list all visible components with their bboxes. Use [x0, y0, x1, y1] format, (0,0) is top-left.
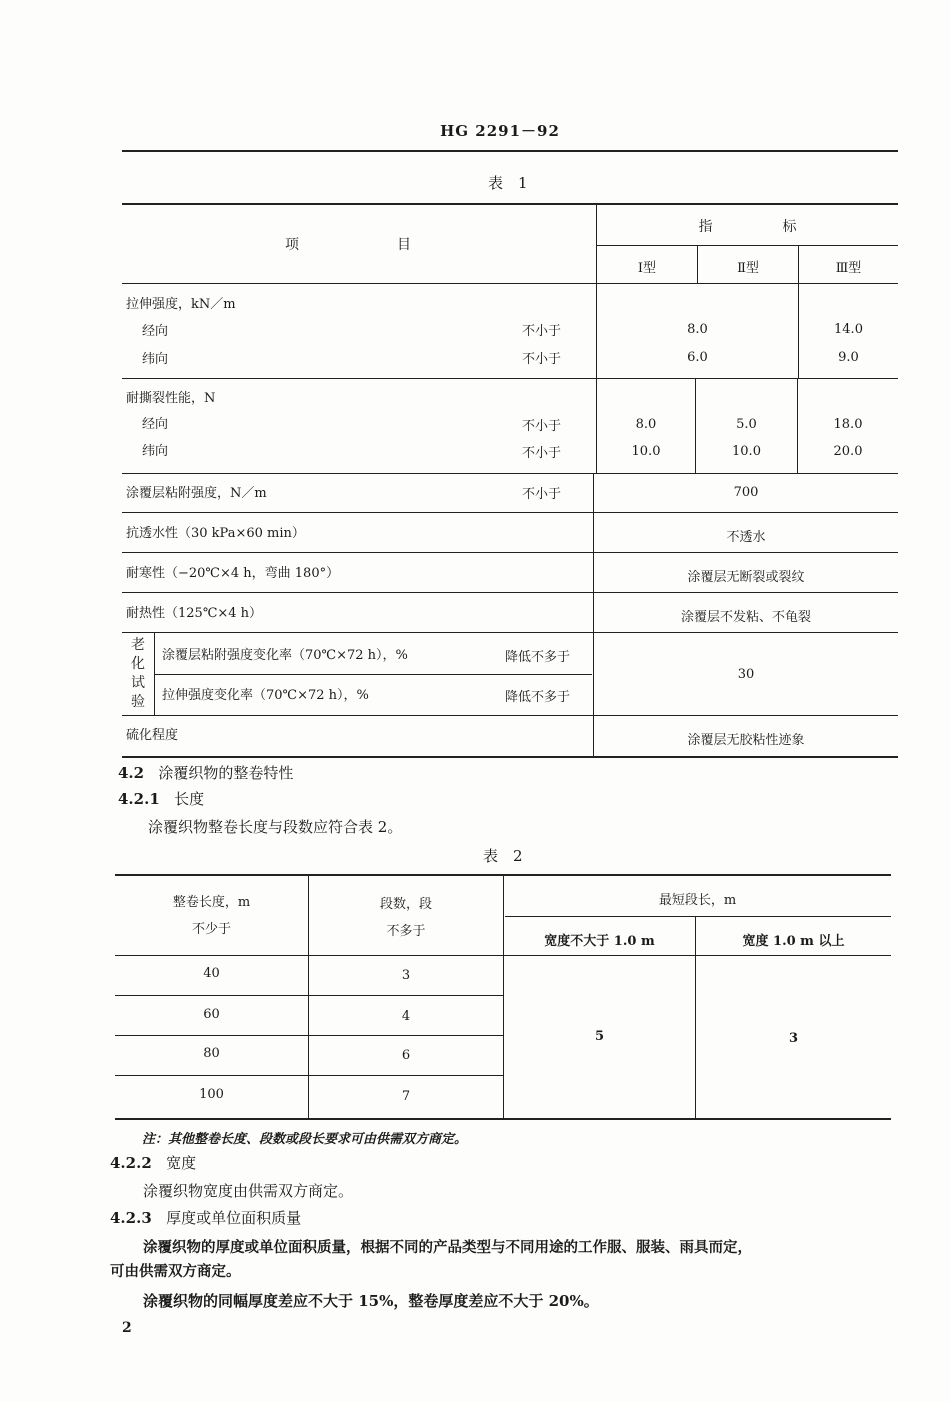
t1-tensile-weft-12: 6.0 — [687, 350, 708, 365]
t1-tensile-warp-req: 不小于 — [522, 324, 562, 339]
section-4-2-2-text: 涂覆织物宽度由供需双方商定。 — [143, 1182, 354, 1200]
t1-adhesion-label: 涂覆层粘附强度，N／m — [126, 486, 267, 501]
t1-tensile-weft: 纬向 — [142, 352, 169, 367]
section-4-2-2-num: 4.2.2 — [110, 1154, 152, 1172]
section-4-2-title: 涂覆织物的整卷特性 — [158, 764, 294, 782]
t2-h-segments: 段数，段 — [379, 897, 432, 912]
t1-tear-warp-3: 18.0 — [833, 417, 863, 432]
t1-cold-value: 涂覆层无断裂或裂纹 — [687, 570, 805, 585]
section-4-2-1-num: 4.2.1 — [118, 790, 160, 808]
t2-row1-length: 40 — [203, 966, 220, 981]
section-4-2-3-num: 4.2.3 — [110, 1209, 152, 1227]
t2-min-width1: 5 — [594, 1029, 605, 1044]
table1-caption: 表 1 — [488, 174, 528, 192]
section-4-2-3-text1a: 涂覆织物的厚度或单位面积质量，根据不同的产品类型与不同用途的工作服、服装、雨具而定， — [143, 1239, 752, 1256]
t2-h-min: 最短段长，m — [658, 893, 737, 908]
t2-min-width2: 3 — [788, 1031, 799, 1046]
t1-heat-label: 耐热性（125℃×4 h） — [126, 606, 263, 621]
t2-h-length-sub: 不少于 — [191, 922, 231, 937]
document-code: HG 2291－92 — [440, 122, 560, 140]
t1-type-1: Ⅰ型 — [637, 261, 657, 276]
section-4-2-1-title: 长度 — [174, 790, 205, 808]
t2-row4-length: 100 — [199, 1087, 224, 1102]
t2-row3-segments: 6 — [401, 1048, 411, 1063]
t1-tear-label: 耐撕裂性能，N — [126, 391, 216, 406]
t1-adhesion-value: 700 — [733, 485, 759, 500]
t2-row1-segments: 3 — [401, 968, 411, 983]
t1-tensile-warp-3: 14.0 — [834, 322, 863, 337]
t1-tensile-label: 拉伸强度，kN／m — [126, 297, 236, 312]
table2-note: 注：其他整卷长度、段数或段长要求可由供需双方商定。 — [142, 1132, 468, 1147]
section-4-2 — [118, 762, 293, 783]
t1-col-item: 项 目 — [285, 237, 411, 253]
t1-tear-weft-3: 20.0 — [833, 444, 863, 459]
t1-tear-weft-2: 10.0 — [732, 444, 761, 459]
section-4-2-1 — [118, 788, 204, 809]
t1-bottom-rule — [122, 756, 898, 758]
t1-aging-label: 老化试验 — [131, 637, 145, 710]
t1-col-index: 指 标 — [698, 219, 797, 235]
t2-bottom-rule — [115, 1118, 891, 1120]
t2-h-length: 整卷长度，m — [172, 895, 251, 910]
t1-vulcanization-label: 硫化程度 — [126, 728, 179, 743]
t1-aging-row2: 拉伸强度变化率（70℃×72 h），% — [162, 688, 369, 703]
section-4-2-2 — [110, 1152, 196, 1173]
t2-h-segments-sub: 不多于 — [386, 924, 426, 939]
t1-tear-weft-1: 10.0 — [631, 444, 661, 459]
section-4-2-num: 4.2 — [118, 764, 145, 782]
section-4-2-2-title: 宽度 — [166, 1154, 197, 1172]
table2-caption: 表 2 — [483, 847, 523, 865]
t1-tensile-warp-12: 8.0 — [687, 322, 708, 337]
t1-heat-value: 涂覆层不发粘、不龟裂 — [680, 610, 811, 625]
t1-tensile-weft-req: 不小于 — [522, 352, 562, 367]
t1-water-value: 不透水 — [726, 530, 766, 545]
t1-tensile-warp: 经向 — [142, 324, 169, 339]
t1-aging-value: 30 — [737, 667, 755, 682]
section-4-2-1-text: 涂覆织物整卷长度与段数应符合表 2。 — [148, 818, 403, 836]
t2-row4-segments: 7 — [401, 1089, 411, 1104]
t1-type-2: Ⅱ型 — [737, 261, 759, 276]
t1-cold-label: 耐寒性（−20℃×4 h，弯曲 180°） — [126, 566, 340, 581]
t1-adhesion-req: 不小于 — [522, 487, 562, 502]
t1-aging-row1-req: 降低不多于 — [505, 650, 571, 665]
t1-water-label: 抗透水性（30 kPa×60 min） — [126, 526, 305, 541]
t1-tear-warp-req: 不小于 — [522, 419, 562, 434]
t2-h-width1: 宽度不大于 1.0 m — [544, 934, 655, 949]
t1-tensile-weft-3: 9.0 — [838, 350, 859, 365]
t1-vulcanization-value: 涂覆层无胶粘性迹象 — [687, 733, 805, 748]
section-4-2-3-title: 厚度或单位面积质量 — [166, 1209, 302, 1227]
page-number: 2 — [122, 1320, 132, 1336]
t2-row3-length: 80 — [203, 1046, 220, 1061]
header-rule — [122, 150, 898, 152]
t1-tear-weft-req: 不小于 — [522, 446, 562, 461]
t1-tear-warp-1: 8.0 — [635, 417, 657, 432]
t1-aging-row2-req: 降低不多于 — [505, 690, 571, 705]
t2-row2-segments: 4 — [401, 1009, 411, 1024]
t1-aging-row1: 涂覆层粘附强度变化率（70℃×72 h），% — [162, 648, 408, 663]
t2-row2-length: 60 — [203, 1007, 220, 1022]
t1-tear-warp-2: 5.0 — [736, 417, 757, 432]
t1-type-3: Ⅲ型 — [835, 261, 862, 276]
t1-tear-warp: 经向 — [142, 417, 169, 432]
section-4-2-3-text1b: 可由供需双方商定。 — [110, 1263, 241, 1280]
t1-tear-weft: 纬向 — [142, 444, 169, 459]
section-4-2-3 — [110, 1207, 301, 1228]
t1-top-rule — [122, 203, 898, 205]
section-4-2-3-text2: 涂覆织物的同幅厚度差应不大于 15%，整卷厚度差应不大于 20%。 — [143, 1292, 599, 1310]
t2-h-width2: 宽度 1.0 m 以上 — [742, 934, 845, 949]
